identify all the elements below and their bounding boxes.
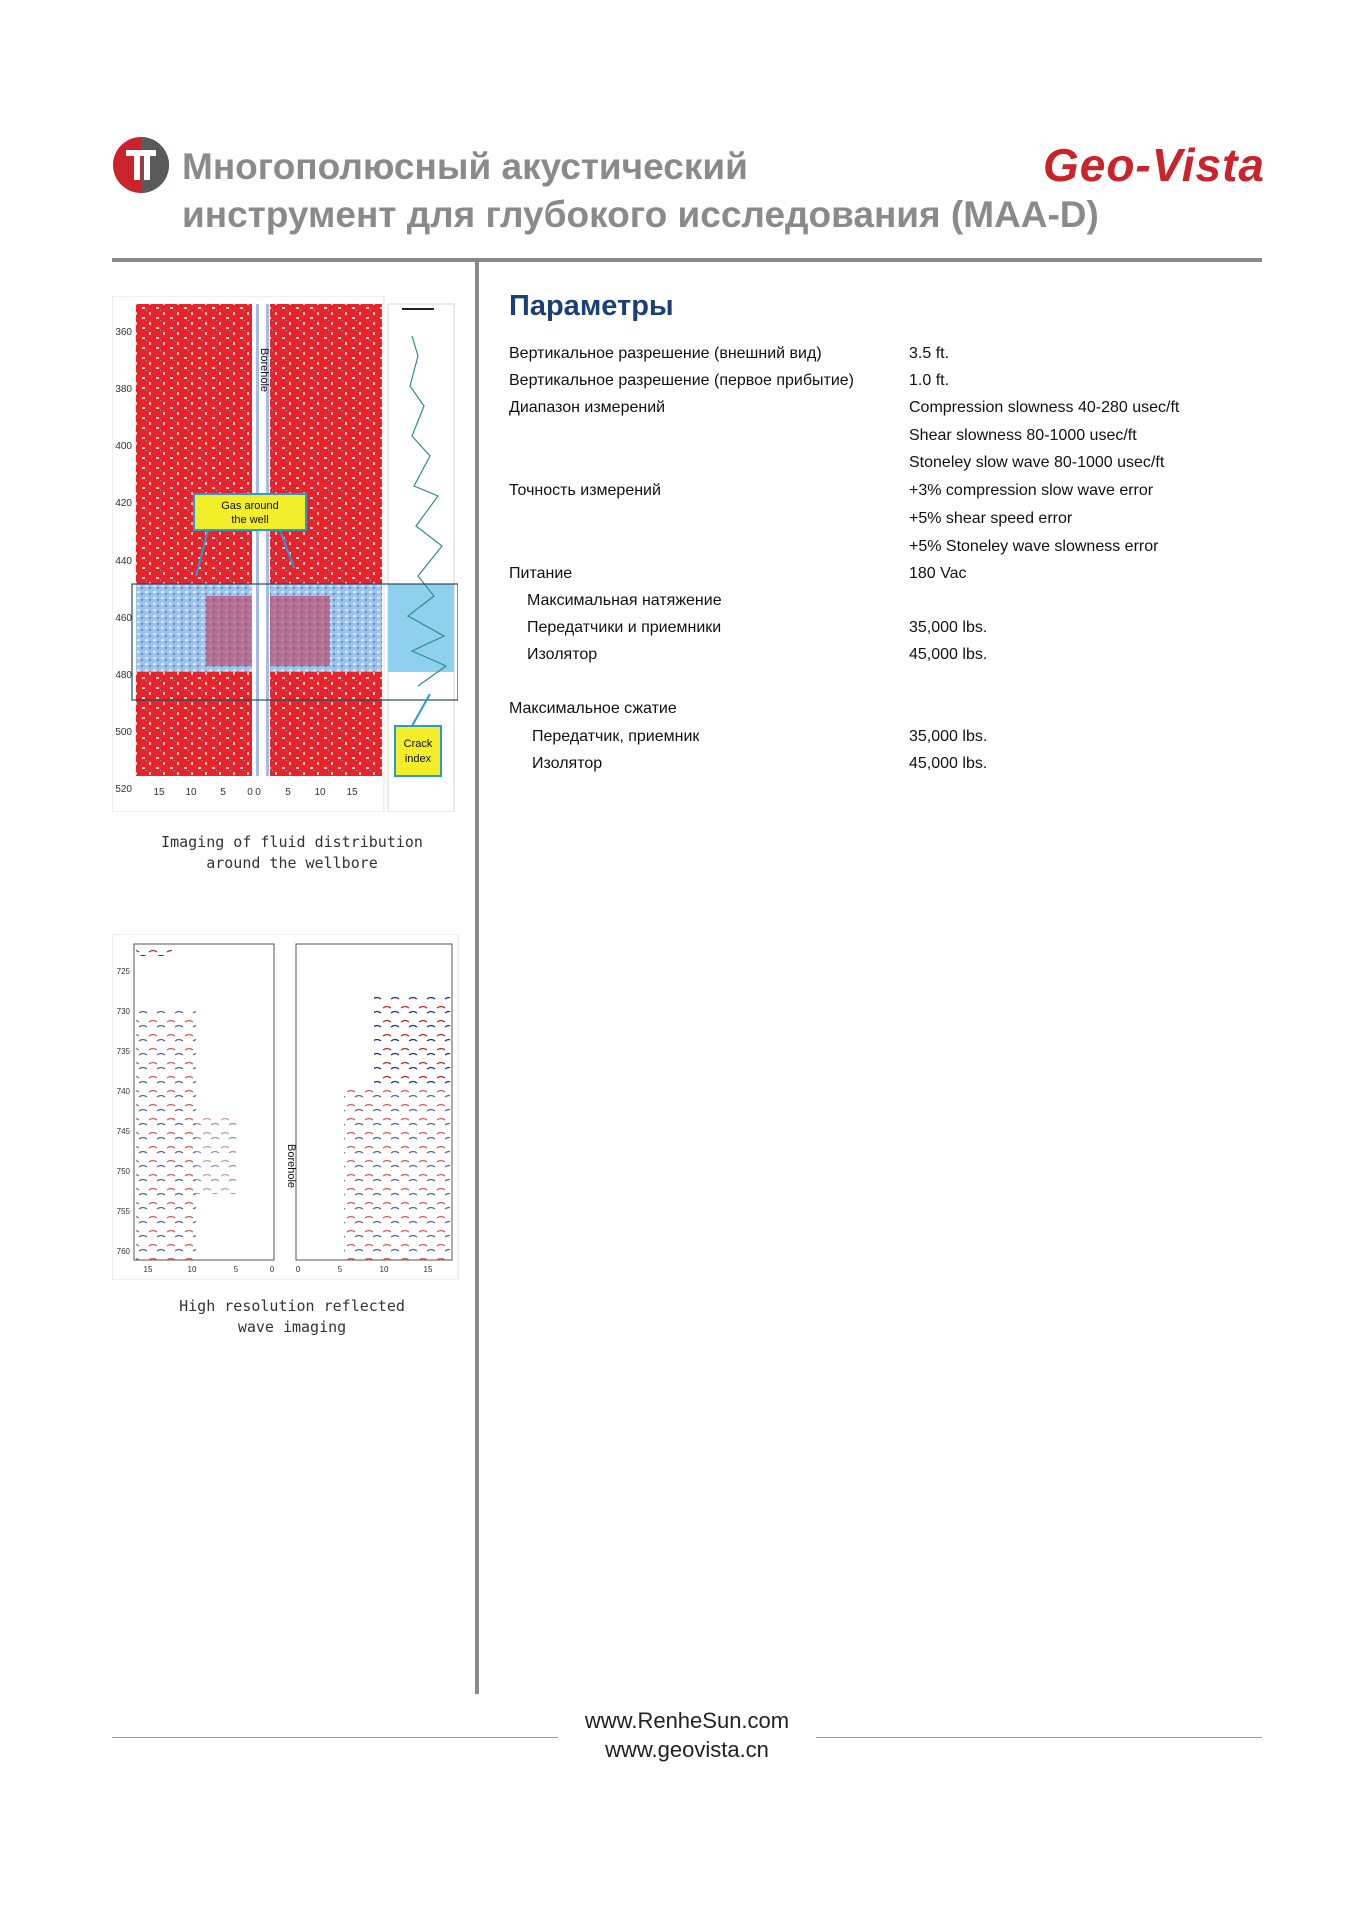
column-divider — [475, 262, 479, 1694]
param-value: Stoneley slow wave 80-1000 usec/ft — [909, 454, 1165, 471]
param-label: Питание — [509, 565, 573, 582]
x-tick: 15 — [153, 787, 165, 798]
x-tick: 0 — [295, 1265, 301, 1274]
depth-tick: 420 — [115, 498, 132, 509]
caption-line: High resolution reflected — [179, 1297, 405, 1315]
x-tick: 5 — [220, 787, 226, 798]
param-label: Диапазон измерений — [509, 399, 666, 416]
param-label: Вертикальное разрешение (внешний вид) — [509, 345, 822, 362]
depth-tick: 740 — [116, 1087, 130, 1096]
param-value: Shear slowness 80-1000 usec/ft — [909, 427, 1137, 444]
param-value: 45,000 lbs. — [909, 646, 988, 663]
footer-website-link[interactable]: www.RenheSun.com — [584, 1708, 790, 1733]
depth-tick: 730 — [116, 1007, 130, 1016]
x-tick: 10 — [379, 1265, 389, 1274]
x-tick: 0 — [247, 787, 253, 798]
header-divider — [112, 258, 1262, 262]
param-value: +3% compression slow wave error — [909, 482, 1154, 499]
caption-line: around the wellbore — [206, 854, 378, 872]
x-tick: 15 — [346, 787, 358, 798]
depth-tick: 745 — [116, 1127, 130, 1136]
param-label: Изолятор — [527, 646, 598, 663]
depth-tick: 360 — [115, 327, 132, 338]
depth-tick: 480 — [115, 670, 132, 681]
param-label: Максимальное сжатие — [509, 700, 677, 717]
x-tick: 10 — [185, 787, 197, 798]
document-title-line2: инструмент для глубокого исследования (MAA-D) — [182, 194, 1099, 235]
company-logo-icon — [112, 136, 170, 194]
parameters-heading: Параметры — [509, 290, 674, 322]
depth-tick: 520 — [115, 784, 132, 795]
param-value: 180 Vac — [909, 565, 967, 582]
borehole-label: Borehole — [258, 348, 270, 393]
param-label: Вертикальное разрешение (первое прибытие) — [509, 372, 854, 389]
gas-callout-line2: the well — [231, 514, 269, 526]
depth-tick: 460 — [115, 613, 132, 624]
param-value: Compression slowness 40-280 usec/ft — [909, 399, 1180, 416]
caption-line: Imaging of fluid distribution — [161, 833, 423, 851]
param-value: 35,000 lbs. — [909, 619, 988, 636]
param-label: Точность измерений — [509, 482, 661, 499]
depth-tick: 725 — [116, 967, 130, 976]
depth-tick: 400 — [115, 441, 132, 452]
param-label: Передатчики и приемники — [527, 619, 722, 636]
fluid-distribution-figure — [112, 296, 458, 812]
crack-callout-line1: Crack — [403, 738, 433, 750]
depth-tick: 440 — [115, 556, 132, 567]
depth-tick: 755 — [116, 1207, 130, 1216]
param-value: +5% Stoneley wave slowness error — [909, 538, 1159, 555]
param-label: Максимальная натяжение — [527, 592, 722, 609]
reflected-wave-figure — [112, 934, 460, 1280]
depth-tick: 500 — [115, 727, 132, 738]
figure2-caption — [112, 1296, 472, 1338]
x-tick: 0 — [255, 787, 261, 798]
x-tick: 5 — [285, 787, 291, 798]
param-value: 35,000 lbs. — [909, 728, 988, 745]
param-label: Изолятор — [532, 755, 603, 772]
param-label: Передатчик, приемник — [532, 728, 700, 745]
x-tick: 15 — [143, 1265, 153, 1274]
borehole-label: Borehole — [285, 1144, 297, 1189]
x-tick: 10 — [187, 1265, 197, 1274]
footer-website-link[interactable]: www.geovista.cn — [605, 1737, 769, 1762]
x-tick: 10 — [314, 787, 326, 798]
figure1-caption — [112, 832, 472, 874]
x-tick: 5 — [233, 1265, 239, 1274]
param-value: 45,000 lbs. — [909, 755, 988, 772]
depth-tick: 760 — [116, 1247, 130, 1256]
brand-logo-text: Geo-Vista — [1042, 139, 1265, 191]
x-tick: 15 — [423, 1265, 433, 1274]
crack-callout-line2: index — [404, 753, 432, 765]
depth-tick: 735 — [116, 1047, 130, 1056]
param-value: +5% shear speed error — [909, 510, 1073, 527]
param-value: 3.5 ft. — [909, 345, 950, 362]
caption-line: wave imaging — [237, 1318, 347, 1336]
gas-callout-line1: Gas around — [221, 500, 279, 512]
x-tick: 5 — [337, 1265, 343, 1274]
footer-divider-right — [816, 1737, 1262, 1738]
param-value: 1.0 ft. — [909, 372, 950, 389]
depth-tick: 750 — [116, 1167, 130, 1176]
x-tick: 0 — [269, 1265, 275, 1274]
footer-divider-left — [112, 1737, 558, 1738]
document-title-line1: Многополюсный акустический — [182, 146, 748, 187]
depth-tick: 380 — [115, 384, 132, 395]
